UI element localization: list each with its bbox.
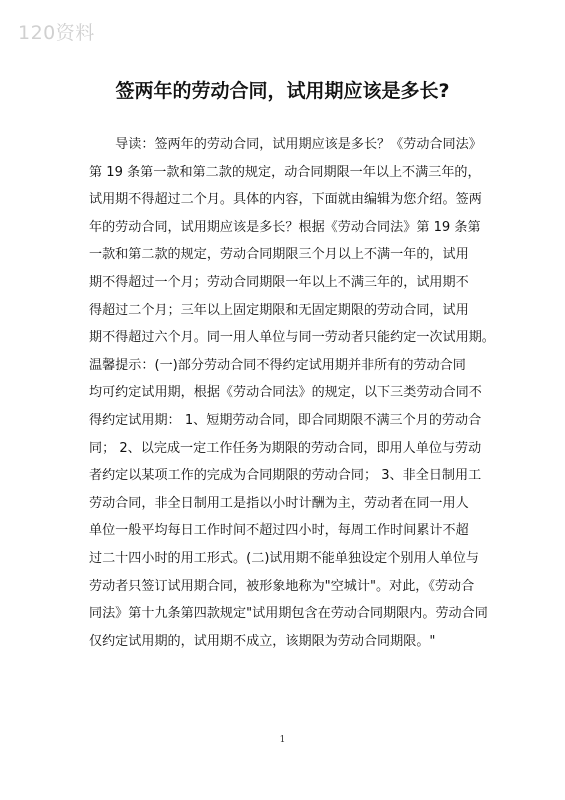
body-line: 劳动者只签订试用期合同，被形象地称为"空城计"。对此，《劳动合 [89, 578, 475, 594]
body-line: 单位一般平均每日工作时间不超过四小时，每周工作时间累计不超 [89, 523, 469, 539]
body-line: 期不得超过一个月；劳动合同期限一年以上不满三年的，试用期不 [89, 274, 469, 290]
body-line: 得超过二个月；三年以上固定期限和无固定期限的劳动合同，试用 [89, 302, 469, 318]
body-line: 得约定试用期： 1、短期劳动合同，即合同期限不满三个月的劳动合 [89, 412, 482, 428]
document-body [89, 131, 494, 655]
body-line: 年的劳动合同，试用期应该是多长？根据《劳动合同法》第 19 条第 [89, 219, 481, 235]
body-line: 第 19 条第一款和第二款的规定，动合同期限一年以上不满三年的， [89, 164, 481, 180]
body-line: 均可约定试用期，根据《劳动合同法》的规定，以下三类劳动合同不 [89, 385, 482, 401]
body-line: 一款和第二款的规定，劳动合同期限三个月以上不满一年的，试用 [89, 247, 469, 263]
body-line: 仅约定试用期的，试用期不成立，该期限为劳动合同期限。" [89, 633, 436, 649]
body-line: 试用期不得超过二个月。具体的内容，下面就由编辑为您介绍。签两 [89, 192, 482, 208]
body-line: 同； 2、以完成一定工作任务为期限的劳动合同，即用人单位与劳动 [89, 440, 482, 456]
watermark: 120资料 [18, 22, 95, 44]
body-line: 者约定以某项工作的完成为合同期限的劳动合同； 3、非全日制用工 [89, 468, 482, 484]
body-line: 温馨提示：(一)部分劳动合同不得约定试用期并非所有的劳动合同 [89, 357, 466, 373]
body-line: 导读：签两年的劳动合同，试用期应该是多长？《劳动合同法》 [89, 137, 482, 152]
body-line: 同法》第十九条第四款规定"试用期包含在劳动合同期限内。劳动合同 [89, 606, 488, 622]
body-line: 期不得超过六个月。同一用人单位与同一劳动者只能约定一次试用期。 [89, 330, 495, 346]
document-title: 签两年的劳动合同，试用期应该是多长? [115, 80, 450, 102]
body-line: 过二十四小时的用工形式。(二)试用期不能单独设定个别用人单位与 [89, 550, 479, 566]
body-line: 劳动合同，非全日制用工是指以小时计酬为主，劳动者在同一用人 [89, 495, 469, 511]
page-number: 1 [279, 735, 286, 745]
